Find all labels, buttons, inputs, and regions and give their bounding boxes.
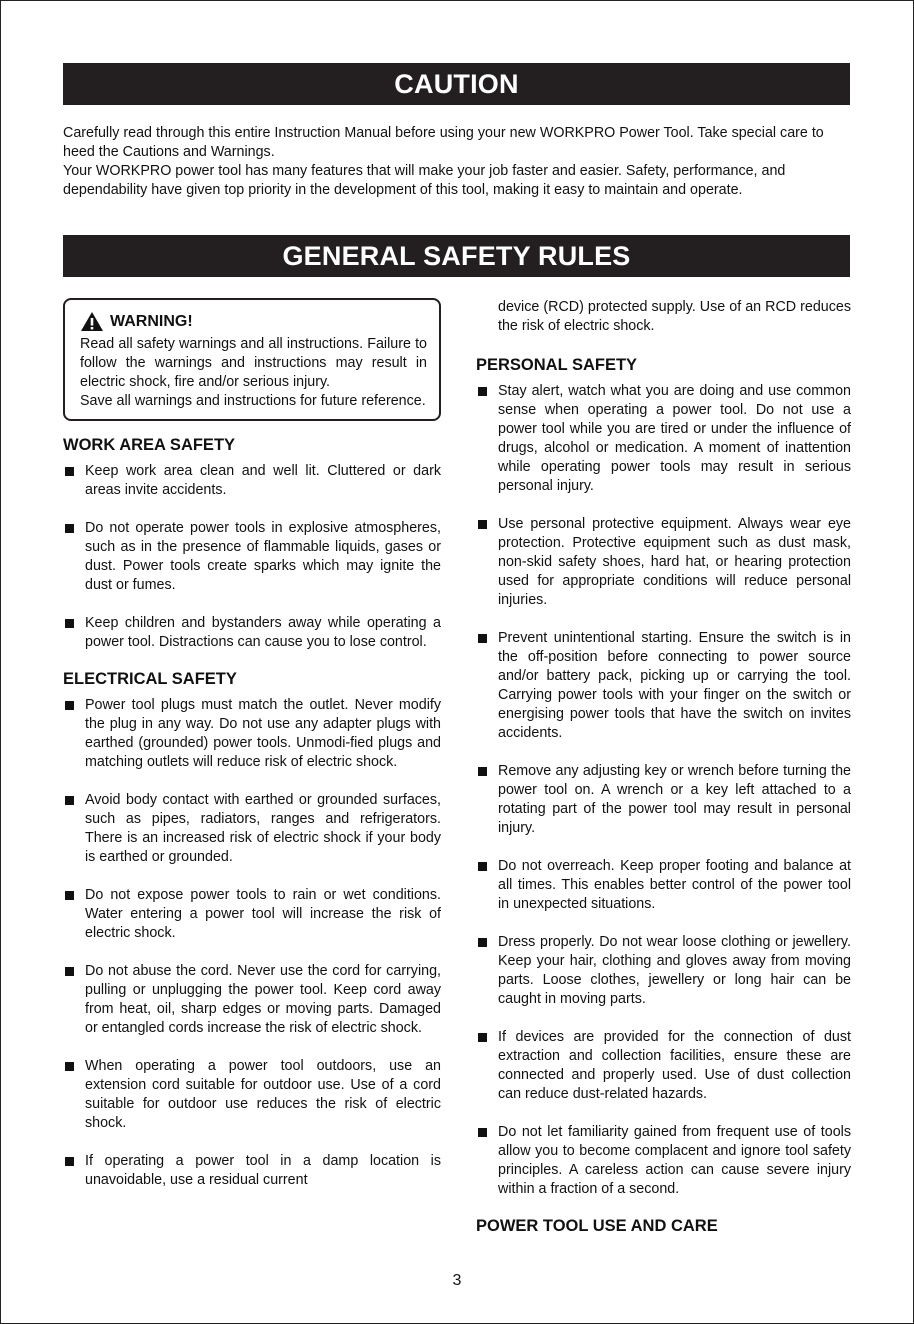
square-bullet-icon — [65, 524, 74, 533]
square-bullet-icon — [65, 891, 74, 900]
page-number: 3 — [452, 1272, 462, 1289]
list-item — [476, 515, 851, 610]
list-item — [63, 886, 441, 943]
warning-text: Read all safety warnings and all instructions. Failure to follow the warnings and instructions may result in electric shock, fire and/or serious injury. — [80, 336, 427, 390]
list-item — [476, 762, 851, 838]
list-item — [476, 857, 851, 914]
square-bullet-icon — [65, 967, 74, 976]
square-bullet-icon — [65, 1062, 74, 1071]
square-bullet-icon — [478, 1128, 487, 1137]
list-item — [63, 462, 441, 500]
square-bullet-icon — [65, 796, 74, 805]
list-item-text: If operating a power tool in a damp location is unavoidable, use a residual current — [85, 1153, 441, 1188]
electrical-continuation: device (RCD) protected supply. Use of an RCD reduces the risk of electric shock. — [498, 299, 851, 334]
list-item — [476, 629, 851, 743]
list-item — [476, 1123, 851, 1199]
list-item — [63, 962, 441, 1038]
work-area-heading: WORK AREA SAFETY — [63, 436, 236, 454]
personal-section — [476, 355, 851, 1199]
list-item-text: Prevent unintentional starting. Ensure the switch is in the off-position before connecting to power source and/or battery pack, picking up or carrying the tool. Carrying power tools with your finger on the switch or energising power tools that have the switch on invites accidents. — [498, 630, 851, 741]
list-item-text: Power tool plugs must match the outlet. Never modify the plug in any way. Do not use any adapter plugs with earthed (grounded) power tools. Unmodi-fied plugs and matching outlets will reduce risk of electric shock. — [85, 697, 441, 770]
list-item — [476, 1028, 851, 1104]
warning-title-text: WARNING! — [110, 313, 193, 330]
list-item — [63, 696, 441, 772]
list-item-text: Avoid body contact with earthed or grounded surfaces, such as pipes, radiators, ranges and refrigerators. There is an increased risk of electric shock if your body is earthed or grounded. — [85, 792, 441, 865]
square-bullet-icon — [65, 619, 74, 628]
warning-title — [80, 311, 427, 332]
warning-text: Save all warnings and instructions for future reference. — [80, 393, 426, 409]
caution-intro — [63, 124, 851, 200]
square-bullet-icon — [478, 1033, 487, 1042]
general-safety-banner: GENERAL SAFETY RULES — [63, 235, 850, 277]
warning-triangle-icon — [80, 311, 104, 332]
left-column — [63, 298, 441, 1207]
square-bullet-icon — [478, 387, 487, 396]
list-item-text: Keep work area clean and well lit. Cluttered or dark areas invite accidents. — [85, 463, 441, 498]
right-column — [476, 298, 851, 1243]
list-item-text: Dress properly. Do not wear loose clothing or jewellery. Keep your hair, clothing and gloves away from moving parts. Loose clothes, jewellery or long hair can be caught in moving parts. — [498, 934, 851, 1007]
work-area-section — [63, 435, 441, 652]
list-item-text: Do not operate power tools in explosive atmospheres, such as in the presence of flammable liquids, gases or dust. Power tools create sparks which may ignite the dust or fumes. — [85, 520, 441, 593]
intro-paragraph: Carefully read through this entire Instruction Manual before using your new WORKPRO Power Tool. Take special care to heed the Cautions and Warnings. — [63, 125, 824, 160]
list-item-text: Stay alert, watch what you are doing and use common sense when operating a power tool. Do not use a power tool while you are tired or under the influence of drugs, alcohol or medication. A moment of inattention while operating power tools may result in serious personal injury. — [498, 383, 851, 494]
square-bullet-icon — [478, 862, 487, 871]
list-item — [63, 791, 441, 867]
list-item-text: Keep children and bystanders away while operating a power tool. Distractions can cause you to lose control. — [85, 615, 441, 650]
list-item-text: Use personal protective equipment. Always wear eye protection. Protective equipment such as dust mask, non-skid safety shoes, hard hat, or hearing protection used for appropriate conditions will reduce personal injuries. — [498, 516, 851, 608]
square-bullet-icon — [478, 767, 487, 776]
list-item — [476, 933, 851, 1009]
personal-heading: PERSONAL SAFETY — [476, 356, 638, 374]
list-item-text: If devices are provided for the connection of dust extraction and collection facilities, ensure these are connected and properly used. Use of dust collection can reduce dust-related hazards. — [498, 1029, 851, 1102]
intro-paragraph: Your WORKPRO power tool has many features that will make your job faster and easier. Safety, performance, and dependability have given top priority in the development of this tool, making it easy to maintain and operate. — [63, 163, 786, 198]
list-item — [63, 1057, 441, 1133]
list-item-text: Do not abuse the cord. Never use the cord for carrying, pulling or unplugging the power tool. Keep cord away from heat, oil, sharp edges or moving parts. Damaged or entangled cords increase the risk of electric shock. — [85, 963, 441, 1036]
list-item — [63, 519, 441, 595]
square-bullet-icon — [65, 1157, 74, 1166]
list-item-text: When operating a power tool outdoors, use an extension cord suitable for outdoor use. Use of a cord suitable for outdoor use reduces the risk of electric shock. — [85, 1058, 441, 1131]
square-bullet-icon — [478, 520, 487, 529]
list-item-text: Do not let familiarity gained from frequent use of tools allow you to become complacent and ignore tool safety principles. A careless action can cause severe injury within a fraction of a second. — [498, 1124, 851, 1197]
list-item — [63, 1152, 441, 1190]
square-bullet-icon — [478, 938, 487, 947]
list-item — [476, 382, 851, 496]
list-item-text: Remove any adjusting key or wrench before turning the power tool on. A wrench or a key left attached to a rotating part of the power tool may result in personal injury. — [498, 763, 851, 836]
list-item — [63, 614, 441, 652]
power-tool-heading: POWER TOOL USE AND CARE — [476, 1217, 718, 1235]
list-item-text: Do not expose power tools to rain or wet conditions. Water entering a power tool will increase the risk of electric shock. — [85, 887, 441, 941]
caution-banner: CAUTION — [63, 63, 850, 105]
list-item-text: Do not overreach. Keep proper footing and balance at all times. This enables better control of the power tool in unexpected situations. — [498, 858, 851, 912]
square-bullet-icon — [65, 701, 74, 710]
warning-box — [63, 298, 441, 421]
electrical-heading: ELECTRICAL SAFETY — [63, 670, 237, 688]
square-bullet-icon — [65, 467, 74, 476]
electrical-section — [63, 669, 441, 1190]
square-bullet-icon — [478, 634, 487, 643]
